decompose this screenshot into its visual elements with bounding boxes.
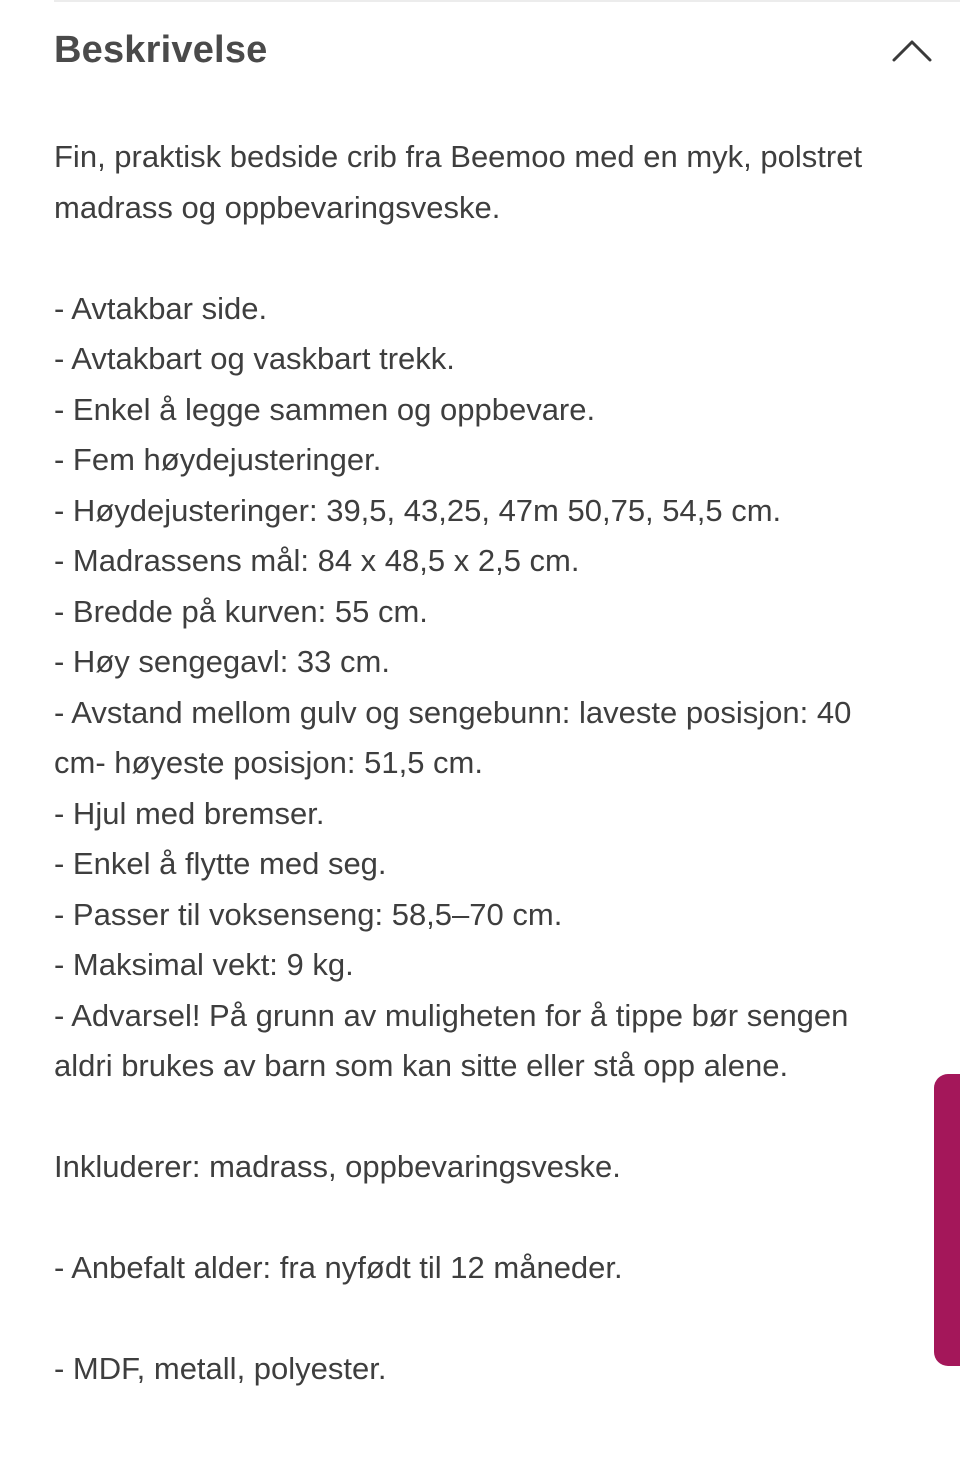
feature-line: - Enkel å legge sammen og oppbevare.: [54, 391, 596, 427]
feature-line: - Avtakbar side.: [54, 290, 268, 326]
description-body: [54, 132, 960, 1395]
feature-line: - Passer til voksenseng: 58,5–70 cm.: [54, 896, 563, 932]
side-feedback-tab[interactable]: [934, 1074, 960, 1366]
feature-line: - Avstand mellom gulv og sengebunn: laveste posisjon: 40: [54, 694, 852, 730]
chevron-up-icon[interactable]: [890, 35, 934, 65]
feature-line: cm- høyeste posisjon: 51,5 cm.: [54, 745, 483, 780]
description-intro-line: Fin, praktisk bedside crib fra Beemoo med en myk, polstret: [54, 139, 863, 174]
feature-line: - Enkel å flytte med seg.: [54, 846, 387, 881]
accordion-header[interactable]: [54, 22, 934, 78]
includes-line: Inkluderer: madrass, oppbevaringsveske.: [54, 1149, 621, 1184]
description-intro-line: madrass og oppbevaringsveske.: [54, 189, 501, 225]
materials-line: - MDF, metall, polyester.: [54, 1351, 387, 1386]
feature-line: - Madrassens mål: 84 x 48,5 x 2,5 cm.: [54, 543, 580, 578]
age-line: - Anbefalt alder: fra nyfødt til 12 måneder.: [54, 1250, 623, 1285]
accordion-title: Beskrivelse: [54, 28, 268, 71]
feature-line: - Høydejusteringer: 39,5, 43,25, 47m 50,75, 54,5 cm.: [54, 492, 782, 528]
feature-line: - Advarsel! På grunn av muligheten for å tippe bør sengen: [54, 997, 849, 1033]
feature-line: - Fem høydejusteringer.: [54, 442, 382, 477]
feature-line: - Maksimal vekt: 9 kg.: [54, 947, 354, 982]
feature-line: - Hjul med bremser.: [54, 795, 325, 831]
top-divider: [54, 0, 960, 2]
feature-line: aldri brukes av barn som kan sitte eller stå opp alene.: [54, 1048, 789, 1083]
feature-line: - Bredde på kurven: 55 cm.: [54, 593, 428, 629]
feature-line: - Avtakbart og vaskbart trekk.: [54, 341, 455, 376]
feature-line: - Høy sengegavl: 33 cm.: [54, 644, 390, 679]
